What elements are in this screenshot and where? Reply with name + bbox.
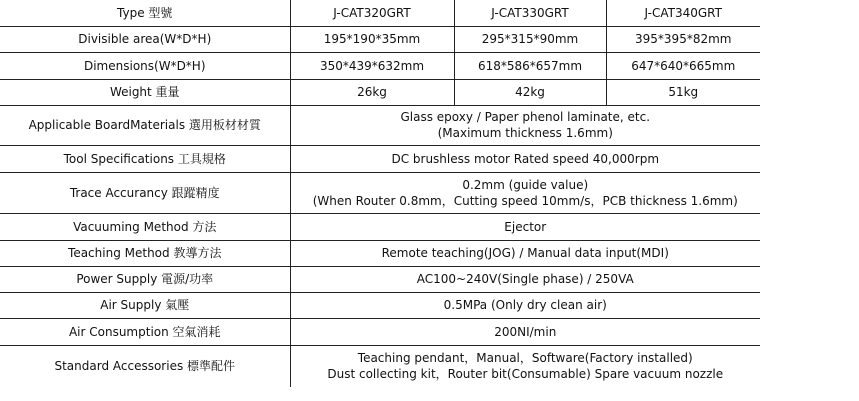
- row-label-board-materials: Applicable BoardMaterials 選用板材材質: [0, 105, 290, 145]
- row-label-dimensions: Dimensions(W*D*H): [0, 52, 290, 79]
- table-row-teaching-method: [0, 240, 760, 266]
- teaching-method-value: Remote teaching(JOG) / Manual data input(MDI): [290, 240, 760, 266]
- row-label-air-supply: Air Supply 氣壓: [0, 292, 290, 318]
- table-row-tool-specs: [0, 145, 760, 172]
- dimensions-value-2: 618*586*657mm: [454, 52, 606, 79]
- table-row-board-materials: [0, 105, 760, 145]
- row-label-type: Type 型號: [0, 0, 290, 26]
- table-row-weight: [0, 79, 760, 105]
- row-label-trace-accuracy: Trace Accurancy 跟蹤精度: [0, 172, 290, 213]
- model-name-2: J-CAT330GRT: [454, 0, 606, 26]
- board-materials-line-1: Glass epoxy / Paper phenol laminate, etc.: [400, 110, 651, 124]
- air-supply-value: 0.5MPa (Only dry clean air): [290, 292, 760, 318]
- row-label-teaching-method: Teaching Method 教導方法: [0, 240, 290, 266]
- row-label-power-supply: Power Supply 電源/功率: [0, 266, 290, 292]
- table-row-divisible-area: [0, 26, 760, 52]
- air-consumption-value: 200NI/min: [290, 318, 760, 345]
- table-row-air-supply: [0, 292, 760, 318]
- board-materials-value: [290, 105, 760, 145]
- weight-value-1: 26kg: [290, 79, 454, 105]
- row-label-divisible-area: Divisible area(W*D*H): [0, 26, 290, 52]
- dimensions-value-1: 350*439*632mm: [290, 52, 454, 79]
- weight-value-3: 51kg: [606, 79, 760, 105]
- row-label-weight: Weight 重量: [0, 79, 290, 105]
- accessories-line-2: Dust collecting kit，Router bit(Consumable) Spare vacuum nozzle: [327, 367, 724, 382]
- power-supply-value: AC100~240V(Single phase) / 250VA: [290, 266, 760, 292]
- divisible-area-value-3: 395*395*82mm: [606, 26, 760, 52]
- divisible-area-value-1: 195*190*35mm: [290, 26, 454, 52]
- table-row-air-consumption: [0, 318, 760, 345]
- model-name-1: J-CAT320GRT: [290, 0, 454, 26]
- trace-accuracy-line-1: 0.2mm (guide value): [462, 177, 589, 192]
- table-row-vacuuming-method: [0, 213, 760, 240]
- accessories-line-1: Teaching pendant，Manual，Software(Factory installed): [357, 351, 693, 366]
- divisible-area-value-2: 295*315*90mm: [454, 26, 606, 52]
- model-name-3: J-CAT340GRT: [606, 0, 760, 26]
- accessories-value: [290, 345, 760, 387]
- row-label-tool-specs: Tool Specifications 工具規格: [0, 145, 290, 172]
- table-row-trace-accuracy: [0, 172, 760, 213]
- board-materials-line-2: (Maximum thickness 1.6mm): [437, 126, 613, 140]
- trace-accuracy-line-2: (When Router 0.8mm，Cutting speed 10mm/s，PCB thickness 1.6mm): [312, 193, 738, 208]
- tool-specs-value: DC brushless motor Rated speed 40,000rpm: [290, 145, 760, 172]
- table-row-power-supply: [0, 266, 760, 292]
- vacuuming-method-value: Ejector: [290, 213, 760, 240]
- trace-accuracy-value: [290, 172, 760, 213]
- row-label-vacuuming-method: Vacuuming Method 方法: [0, 213, 290, 240]
- dimensions-value-3: 647*640*665mm: [606, 52, 760, 79]
- table-row-dimensions: [0, 52, 760, 79]
- table-row-accessories: [0, 345, 760, 387]
- table-row-type: [0, 0, 760, 26]
- row-label-air-consumption: Air Consumption 空氣消耗: [0, 318, 290, 345]
- weight-value-2: 42kg: [454, 79, 606, 105]
- row-label-accessories: Standard Accessories 標準配件: [0, 345, 290, 387]
